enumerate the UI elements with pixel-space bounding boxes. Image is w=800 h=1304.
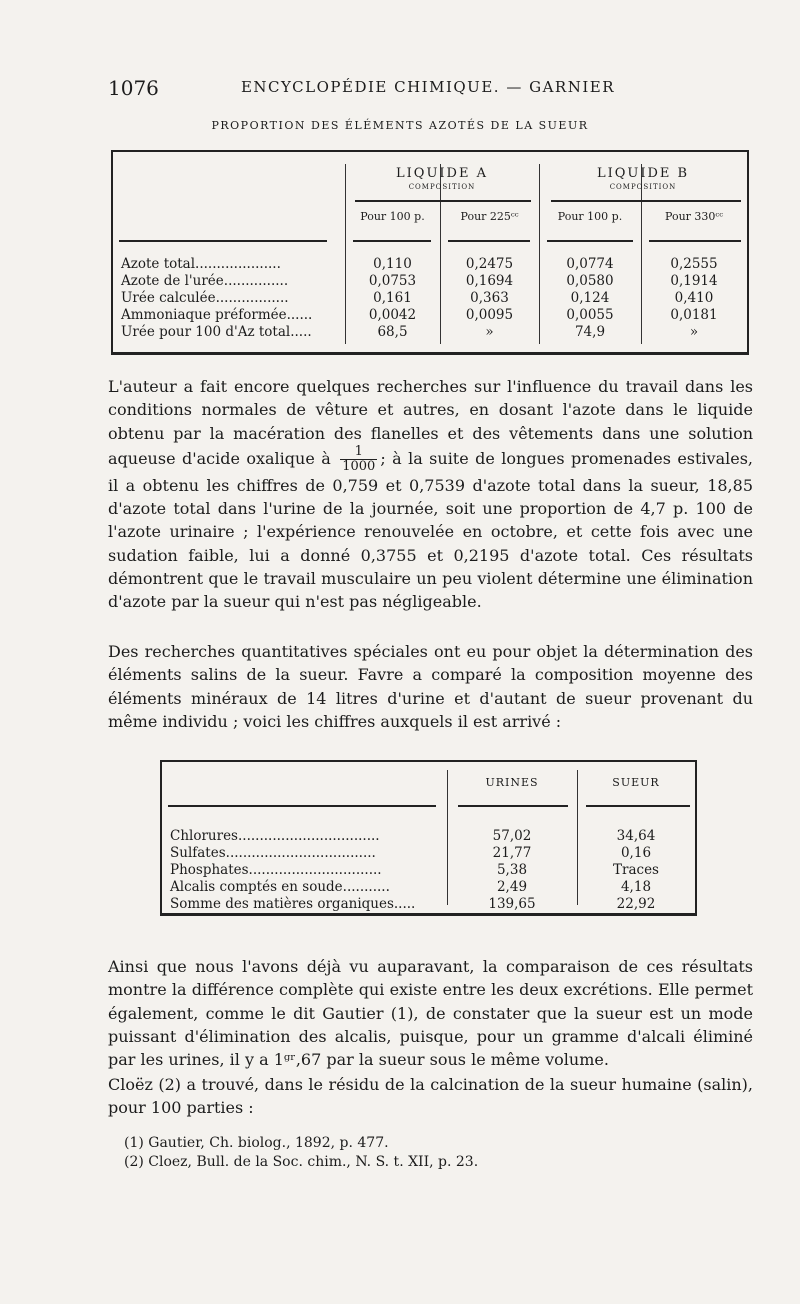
header-rule	[119, 240, 327, 242]
nitrogen-table	[111, 150, 749, 355]
header-rule	[547, 240, 633, 242]
group-a-title: LIQUIDE A	[396, 166, 488, 181]
subhead-a-225: Pour 225ᶜᶜ	[460, 210, 519, 223]
head-sueur: SUEUR	[612, 776, 660, 789]
fraction-denominator: 1000	[342, 458, 376, 474]
table2-row-labels: Chlorures................................. Sulfates................................... Phosphates............................... Alcalis comptés en soude........... Somme des matières organiques.....	[170, 828, 416, 912]
table2-header-rule	[168, 805, 436, 807]
subhead-a-100: Pour 100 p.	[360, 210, 425, 223]
group-liquide-b	[539, 166, 747, 191]
group-a-sub: COMPOSITION	[408, 183, 476, 191]
paragraph-3: Ainsi que nous l'avons déjà vu auparavant, la comparaison de ces résultats montre la différence complète qui existe entre les deux excrétions. Elle permet également, comme le dit Gautier (1), de constater que la sueur est un mode puissant d'élimination des alcalis, puisque, pour un gramme d'alcali éliminé par les urines, il y a 1ᵍʳ,67 par la sueur sous le même volume.	[108, 957, 753, 1070]
col-b-100: 0,0774 0,0580 0,124 0,0055 74,9	[566, 256, 614, 340]
paragraph-1-start: L'auteur a fait encore quelques recherches sur l'influence du travail dans les conditions normales de vêture et autres, en dosant l'azote dans le liquide obtenu par la macération des flanelles et des vêtements dans une solution aqueuse d'acide oxalique à	[108, 377, 753, 468]
col-urines: 57,02 21,77 5,38 2,49 139,65	[488, 828, 536, 912]
page-header	[108, 76, 748, 102]
col-b-330: 0,2555 0,1914 0,410 0,0181 »	[670, 256, 718, 340]
paragraph-2: Des recherches quantitatives spéciales ont eu pour objet la détermination des éléments salins de la sueur. Favre a comparé la composition moyenne des éléments minéraux de 14 litres d'urine et d'autant de sueur provenant du même individu ; voici les chiffres auxquels il est arrivé :	[108, 642, 753, 731]
urine-sweat-table	[160, 760, 697, 916]
page-number: 1076	[108, 76, 159, 100]
header-rule	[353, 240, 431, 242]
group-b-title: LIQUIDE B	[596, 166, 690, 181]
paragraph-1-end: ; à la suite de longues promenades estivales, il a obtenu les chiffres de 0,759 et 0,7539 d'azote total dans la sueur, 18,85 d'azote total dans l'urine de la journée, soit une proportion de 4,7 p. 100 de l'azote urinaire ; l'expérience renouvelée en octobre, et cette fois avec une sudation faible, lui a donné 0,3755 et 0,2195 d'azote total. Ces résultats démontrent que le travail musculaire un peu violent détermine une élimination d'azote par la sueur qui n'est pas négligeable.	[108, 448, 754, 612]
running-title: ENCYCLOPÉDIE CHIMIQUE. — GARNIER	[240, 78, 615, 96]
paragraph-1	[108, 375, 753, 614]
table1-caption: PROPORTION DES ÉLÉMENTS AZOTÉS DE LA SUEUR	[211, 119, 589, 132]
table2-header-rule	[458, 805, 568, 807]
footnote-2: (2) Cloez, Bull. de la Soc. chim., N. S. t. XII, p. 23.	[124, 1154, 479, 1170]
group-liquide-a	[345, 166, 539, 191]
subhead-b-330: Pour 330ᶜᶜ	[664, 210, 724, 223]
footnote-1: (1) Gautier, Ch. biolog., 1892, p. 477.	[124, 1135, 389, 1151]
table2-header-rule	[586, 805, 690, 807]
fraction-numerator: 1	[340, 445, 377, 460]
header-rule	[649, 240, 741, 242]
table1-row-labels: Azote total.................... Azote de l'urée............... Urée calculée................. Ammoniaque préformée...... Urée pour 100 d'Az total.....	[121, 256, 313, 340]
subhead-b-100: Pour 100 p.	[557, 210, 623, 223]
col-a-100: 0,110 0,0753 0,161 0,0042 68,5	[368, 256, 417, 340]
col-sueur: 34,64 0,16 Traces 4,18 22,92	[613, 828, 659, 912]
group-b-sub: COMPOSITION	[609, 183, 677, 191]
header-rule	[448, 240, 530, 242]
fraction	[340, 445, 377, 474]
paragraph-4: Cloëz (2) a trouvé, dans le résidu de la calcination de la sueur humaine (salin), pour 100 parties :	[108, 1075, 753, 1118]
group-b-rule	[551, 200, 741, 202]
head-urines: URINES	[485, 776, 539, 789]
group-a-rule	[355, 200, 531, 202]
col-a-225: 0,2475 0,1694 0,363 0,0095 »	[465, 256, 514, 340]
